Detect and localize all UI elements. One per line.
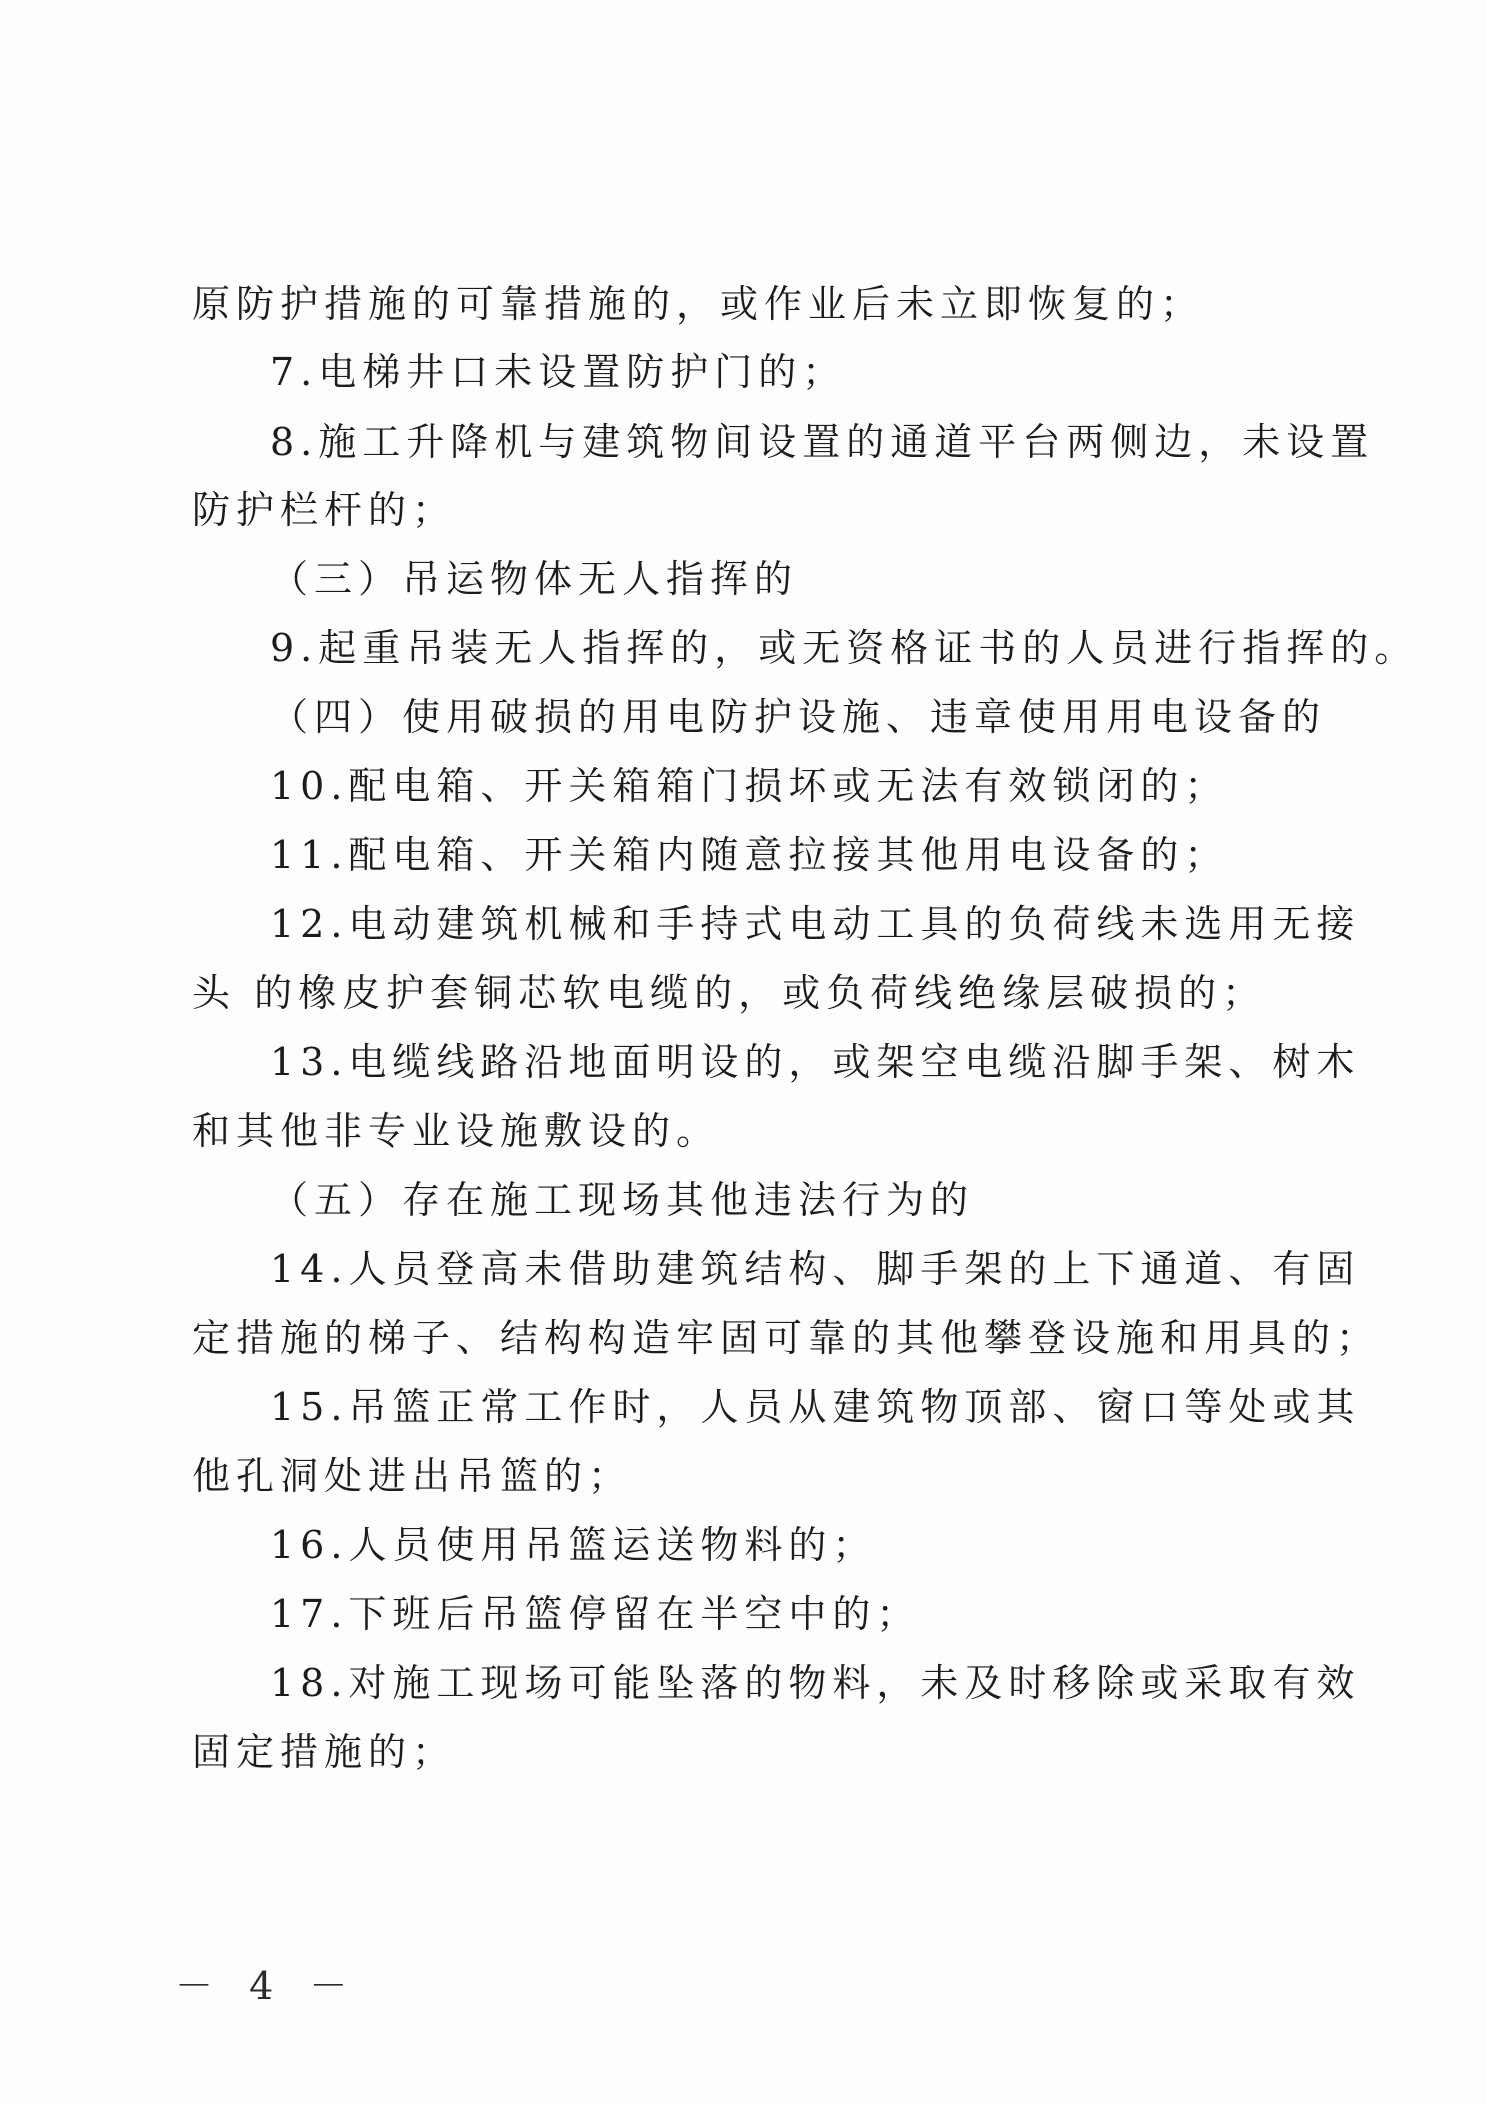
section-heading-3: （三）吊运物体无人指挥的 (270, 557, 799, 601)
paragraph-line: 和其他非专业设施敷设的。 (192, 1109, 721, 1153)
list-item-15: 15.吊篮正常工作时，人员从建筑物顶部、窗口等处或其 (270, 1385, 1361, 1429)
paragraph-line: 原防护措施的可靠措施的，或作业后未立即恢复的； (192, 282, 1205, 326)
paragraph-line: 定措施的梯子、结构构造牢固可靠的其他攀登设施和用具的； (192, 1316, 1381, 1360)
page-number: － 4 － (175, 1964, 360, 2008)
list-item-14: 14.人员登高未借助建筑结构、脚手架的上下通道、有固 (270, 1247, 1361, 1291)
list-item-13: 13.电缆线路沿地面明设的，或架空电缆沿脚手架、树木 (270, 1040, 1361, 1084)
list-item-11: 11.配电箱、开关箱内随意拉接其他用电设备的； (270, 833, 1229, 877)
list-item-10: 10.配电箱、开关箱箱门损坏或无法有效锁闭的； (270, 764, 1229, 808)
list-item-12: 12.电动建筑机械和手持式电动工具的负荷线未选用无接 (270, 902, 1361, 946)
list-item-17: 17.下班后吊篮停留在半空中的； (270, 1592, 921, 1636)
paragraph-line: 头 的橡皮护套铜芯软电缆的，或负荷线绝缘层破损的； (192, 971, 1267, 1015)
section-heading-4: （四）使用破损的用电防护设施、违章使用用电设备的 (270, 695, 1327, 739)
paragraph-line: 他孔洞处进出吊篮的； (192, 1454, 633, 1498)
list-item-9: 9.起重吊装无人指挥的，或无资格证书的人员进行指挥的。 (270, 626, 1419, 670)
paragraph-line: 固定措施的； (192, 1730, 457, 1774)
list-item-16: 16.人员使用吊篮运送物料的； (270, 1523, 877, 1567)
list-item-7: 7.电梯井口未设置防护门的； (270, 350, 847, 394)
section-heading-5: （五）存在施工现场其他违法行为的 (270, 1178, 975, 1222)
paragraph-line: 防护栏杆的； (192, 488, 457, 532)
list-item-18: 18.对施工现场可能坠落的物料，未及时移除或采取有效 (270, 1661, 1361, 1705)
list-item-8: 8.施工升降机与建筑物间设置的通道平台两侧边，未设置 (270, 420, 1375, 464)
